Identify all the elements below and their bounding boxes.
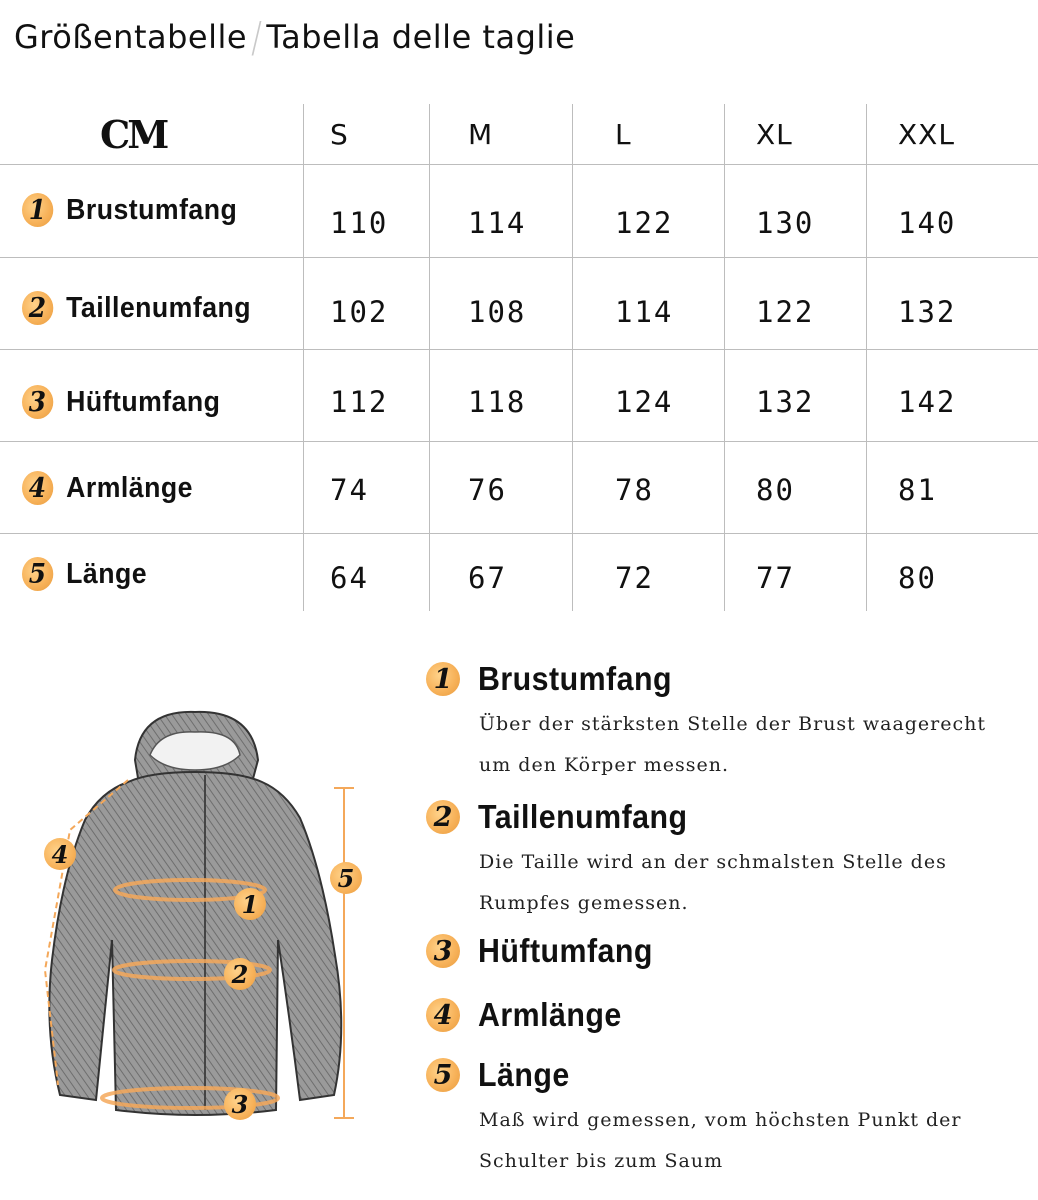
size-header-s: S [330, 117, 349, 151]
table-cell: 108 [468, 295, 527, 329]
table-cell: 78 [615, 473, 654, 507]
table-cell: 132 [898, 295, 957, 329]
number-badge: 4 [22, 471, 53, 505]
table-row-label [22, 546, 147, 602]
table-row-label [22, 182, 237, 238]
legend-title: Armlänge [478, 996, 622, 1033]
table-cell: 132 [756, 385, 815, 419]
legend-title: Taillenumfang [478, 798, 688, 835]
number-badge: 3 [22, 385, 53, 419]
size-header-xl: XL [756, 117, 793, 151]
table-cell: 130 [756, 206, 815, 240]
title-separator: / [251, 12, 263, 62]
table-cell: 77 [756, 561, 795, 595]
jacket-drawing [0, 700, 400, 1140]
row-label-text: Brustumfang [66, 193, 238, 226]
table-divider [0, 164, 1038, 165]
legend-description: Über der stärksten Stelle der Brust waagerecht um den Körper messen. [479, 713, 987, 776]
size-header-m: M [468, 117, 494, 151]
table-cell: 76 [468, 473, 507, 507]
table-cell: 114 [468, 206, 527, 240]
legend-description: Maß wird gemessen, vom höchsten Punkt der Schulter bis zum Saum [479, 1109, 962, 1172]
table-cell: 80 [756, 473, 795, 507]
number-badge: 1 [426, 662, 460, 696]
legend-description: Die Taille wird an der schmalsten Stelle des Rumpfes gemessen. [479, 851, 947, 914]
size-header-xxl: XXL [898, 117, 955, 151]
marker-2: 2 [224, 958, 256, 990]
legend-item-4 [426, 996, 634, 1034]
number-badge: 2 [22, 291, 53, 325]
table-divider [866, 104, 867, 611]
table-divider [303, 104, 304, 611]
marker-4: 4 [44, 838, 76, 870]
title-german: Größentabelle [14, 18, 248, 56]
table-row-label [22, 374, 220, 430]
page-title [14, 12, 576, 62]
legend-item-2 [426, 798, 989, 924]
marker-3: 3 [224, 1088, 256, 1120]
legend-item-3 [426, 932, 668, 970]
table-cell: 142 [898, 385, 957, 419]
legend-title: Hüftumfang [478, 932, 653, 969]
row-label-text: Taillenumfang [66, 291, 252, 324]
number-badge: 1 [22, 193, 53, 227]
table-row-label [22, 280, 251, 336]
row-label-text: Länge [66, 557, 148, 590]
number-badge: 5 [22, 557, 53, 591]
table-cell: 67 [468, 561, 507, 595]
number-badge: 2 [426, 800, 460, 834]
legend-item-1 [426, 660, 989, 786]
size-table [0, 104, 1038, 611]
legend-title: Länge [478, 1056, 570, 1093]
marker-5: 5 [330, 862, 362, 894]
unit-header: CM [100, 111, 167, 157]
table-divider [0, 257, 1038, 258]
table-cell: 72 [615, 561, 654, 595]
table-cell: 64 [330, 561, 369, 595]
legend-item-5 [426, 1056, 989, 1182]
table-divider [724, 104, 725, 611]
table-divider [572, 104, 573, 611]
table-divider [0, 441, 1038, 442]
row-label-text: Armlänge [66, 471, 193, 504]
table-divider [0, 349, 1038, 350]
table-cell: 74 [330, 473, 369, 507]
table-cell: 122 [615, 206, 674, 240]
size-header-l: L [615, 117, 632, 151]
table-divider [429, 104, 430, 611]
table-cell: 112 [330, 385, 389, 419]
legend-title: Brustumfang [478, 660, 672, 697]
table-cell: 124 [615, 385, 674, 419]
title-italian: Tabella delle taglie [266, 18, 576, 56]
number-badge: 4 [426, 998, 460, 1032]
number-badge: 5 [426, 1058, 460, 1092]
table-cell: 122 [756, 295, 815, 329]
table-cell: 118 [468, 385, 527, 419]
table-cell: 80 [898, 561, 937, 595]
number-badge: 3 [426, 934, 460, 968]
row-label-text: Hüftumfang [66, 385, 221, 418]
table-cell: 114 [615, 295, 674, 329]
table-cell: 102 [330, 295, 389, 329]
table-cell: 81 [898, 473, 937, 507]
table-divider [0, 533, 1038, 534]
table-row-label [22, 460, 193, 516]
marker-1: 1 [234, 888, 266, 920]
table-cell: 140 [898, 206, 957, 240]
table-cell: 110 [330, 206, 389, 240]
jacket-illustration [0, 700, 400, 1140]
